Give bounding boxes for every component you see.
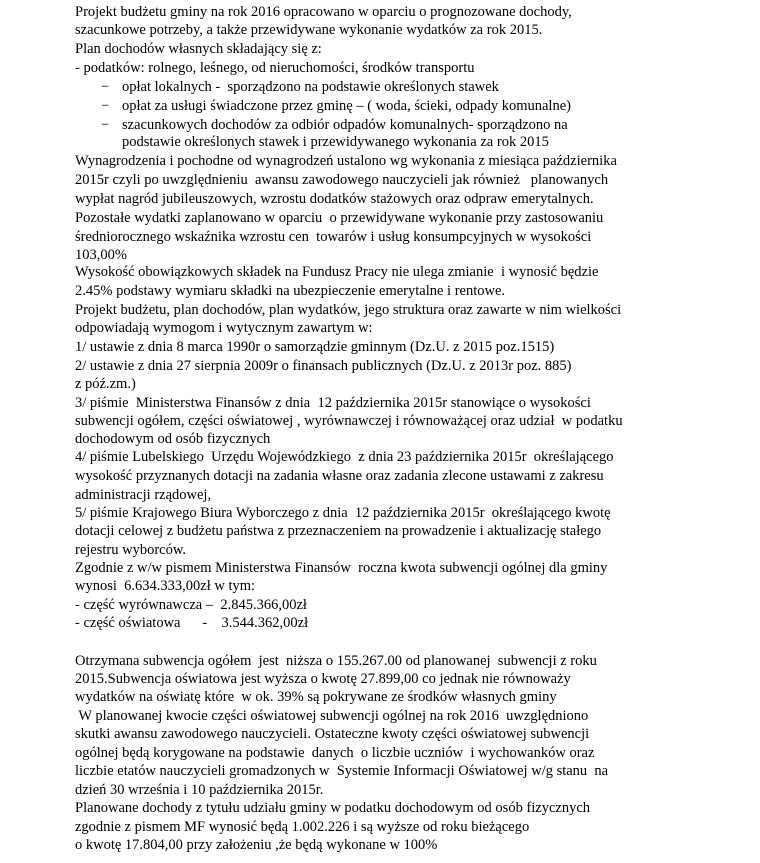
text-line: Plan dochodów własnych składający się z: [75, 41, 322, 57]
text-line: 2/ ustawie z dnia 27 sierpnia 2009r o finansach publicznych (Dz.U. z 2013r poz. 885) [75, 358, 572, 374]
list-bullet: − [101, 117, 110, 133]
text-line: zgodnie z pismem MF wynosić będą 1.002.226 i są wyższe od roku bieżącego [75, 819, 530, 835]
text-line: Pozostałe wydatki zaplanowano w oparciu o przewidywane wykonanie przy zastosowaniu [75, 210, 604, 226]
list-item: szacunkowych dochodów za odbiór odpadów komunalnych- sporządzono na [122, 117, 568, 133]
text-line: Planowane dochody z tytułu udziału gminy w podatku dochodowym od osób fizycznych [75, 800, 591, 816]
text-line: 2015r czyli po uwzględnieniu awansu zawodowego nauczycieli jak również planowanych [75, 172, 609, 188]
text-line: - podatków: rolnego, leśnego, od nieruchomości, środków transportu [75, 60, 475, 76]
text-line: 103,00% [75, 247, 127, 263]
list-item-continuation: podstawie określonych stawek i przewidywanego wykonania za rok 2015 [122, 134, 549, 150]
text-line: wysokość przyznanych dotacji na zadania własne oraz zadania zlecone ustawami z zakresu [75, 468, 604, 484]
text-line: subwencji ogółem, części oświatowej , wyrównawczej i równoważącej oraz udział w podatku [75, 413, 623, 429]
text-line: 2.45% podstawy wymiaru składki na ubezpieczenie emerytalne i rentowe. [75, 283, 506, 299]
text-line: szacunkowe potrzeby, a także przewidywane wykonanie wydatków za rok 2015. [75, 22, 543, 38]
list-bullet: − [101, 79, 110, 95]
text-line: wynosi 6.634.333,00zł w tym: [75, 578, 256, 594]
text-line: - część wyrównawcza – 2.845.366,00zł [75, 597, 307, 613]
text-line: Projekt budżetu, plan dochodów, plan wydatków, jego struktura oraz zawarte w nim wielkości [75, 302, 622, 318]
text-line: Zgodnie z w/w pismem Ministerstwa Finansów roczna kwota subwencji ogólnej dla gminy [75, 560, 608, 576]
text-line: odpowiadają wymogom i wytycznym zawartym w: [75, 320, 373, 336]
text-line: wydatków na oświatę które w ok. 39% są pokrywane ze środków własnych gminy [75, 689, 557, 705]
text-line: 3/ piśmie Ministerstwa Finansów z dnia 12 października 2015r stanowiące o wysokości [75, 395, 591, 411]
list-item: opłat lokalnych - sporządzono na podstawie określonych stawek [122, 79, 499, 95]
text-line: Otrzymana subwencja ogółem jest niższa o 155.267.00 od planowanej subwencji z roku [75, 653, 597, 669]
text-line: wypłat nagród jubileuszowych, wzrostu dodatków stażowych oraz odpraw emerytalnych. [75, 191, 594, 207]
text-line: dzień 30 września i 10 października 2015r. [75, 782, 324, 798]
text-line: o kwotę 17.804,00 przy założeniu ,że będą wykonane w 100% [75, 837, 438, 853]
text-line: ogólnej będą korygowane na podstawie danych o liczbie uczniów i wychowanków oraz [75, 745, 595, 761]
text-line: Wysokość obowiązkowych składek na Fundusz Pracy nie ulega zmianie i wynosić będzie [75, 264, 599, 280]
text-line: 2015.Subwencja oświatowa jest wyższa o kwotę 27.899,00 co jednak nie równoważy [75, 671, 571, 687]
text-line: skutki awansu zawodowego nauczycieli. Ostateczne kwoty części oświatowej subwencji [75, 726, 590, 742]
text-line: - część oświatowa - 3.544.362,00zł [75, 615, 309, 631]
text-line: Projekt budżetu gminy na rok 2016 opracowano w oparciu o prognozowane dochody, [75, 4, 572, 20]
list-bullet: − [101, 98, 110, 114]
text-line: W planowanej kwocie części oświatowej subwencji ogólnej na rok 2016 uwzględniono [75, 708, 589, 724]
text-line: 1/ ustawie z dnia 8 marca 1990r o samorządzie gminnym (Dz.U. z 2015 poz.1515) [75, 339, 555, 355]
text-line: średniorocznego wskaźnika wzrostu cen towarów i usług konsumpcyjnych w wysokości [75, 229, 592, 245]
text-line: dotacji celowej z budżetu państwa z przeznaczeniem na prowadzenie i aktualizację stałego [75, 523, 602, 539]
text-line: Wynagrodzenia i pochodne od wynagrodzeń ustalono wg wykonania z miesiąca października [75, 153, 617, 169]
text-line: 5/ piśmie Krajowego Biura Wyborczego z dnia 12 października 2015r określającego kwotę [75, 505, 611, 521]
text-line: 4/ piśmie Lubelskiego Urzędu Wojewódzkiego z dnia 23 października 2015r określającego [75, 449, 614, 465]
list-item: opłat za usługi świadczone przez gminę – ( woda, ścieki, odpady komunalne) [122, 98, 571, 114]
text-line: rejestru wyborców. [75, 542, 186, 558]
text-line: dochodowym od osób fizycznych [75, 431, 271, 447]
text-line: liczbie etatów nauczycieli gromadzonych w Systemie Informacji Oświatowej w/g stanu na [75, 763, 609, 779]
text-line: administracji rządowej, [75, 487, 212, 503]
text-line: z póź.zm.) [75, 376, 136, 392]
